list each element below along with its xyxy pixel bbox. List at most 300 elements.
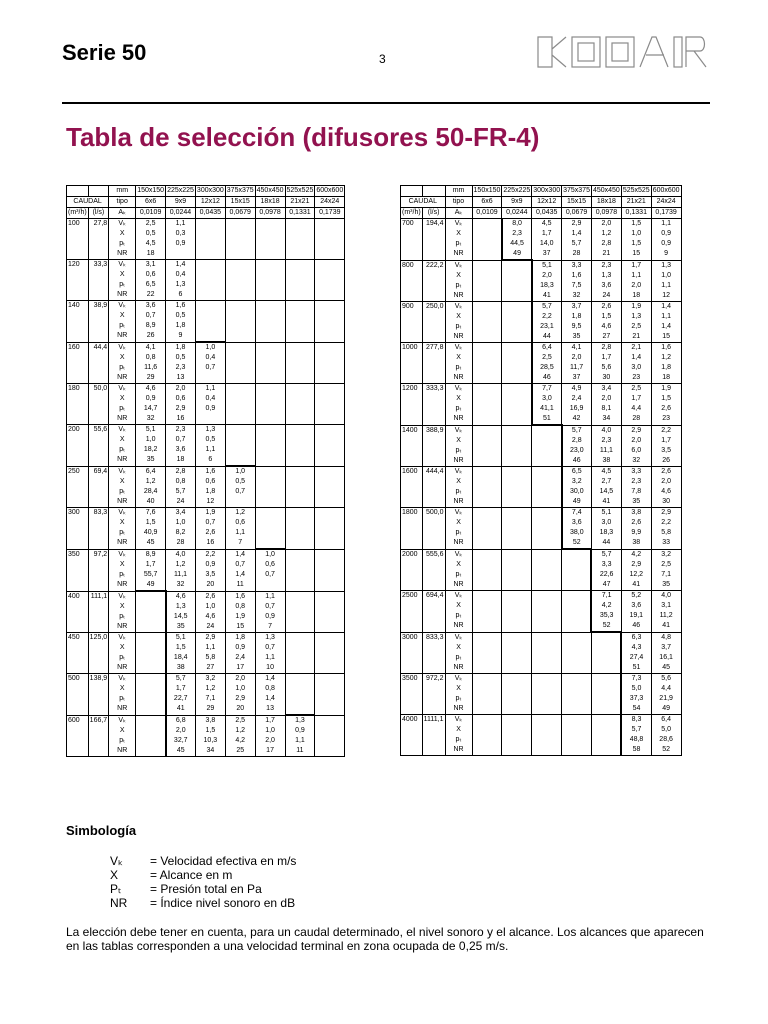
cell-value (562, 725, 592, 735)
cell-value (562, 745, 592, 756)
cell-value (255, 321, 285, 331)
flow-m3h (67, 239, 89, 249)
flow-ls (88, 280, 109, 290)
cell-value (502, 384, 532, 395)
cell-value: 18 (136, 249, 166, 260)
cell-value: 0,7 (255, 643, 285, 653)
cell-value (285, 363, 315, 373)
cell-value: 38 (166, 663, 196, 674)
cell-value: 3,1 (651, 601, 681, 611)
hdr-area: 0,0109 (472, 208, 502, 219)
cell-value: 42 (562, 414, 592, 425)
table-row (401, 528, 682, 538)
cell-value: 4,4 (651, 684, 681, 694)
cell-value (315, 518, 345, 528)
flow-m3h: 2000 (401, 549, 423, 560)
cell-value (225, 280, 255, 290)
cell-value (255, 487, 285, 497)
cell-value (472, 477, 502, 487)
cell-value: 3,7 (651, 643, 681, 653)
cell-value (502, 549, 532, 560)
flow-ls (422, 322, 445, 332)
cell-value: 1,3 (255, 633, 285, 644)
flow-ls (88, 373, 109, 384)
cell-value: 0,5 (166, 353, 196, 363)
cell-value: 0,8 (166, 477, 196, 487)
flow-ls (88, 746, 109, 757)
cell-value (315, 219, 345, 230)
param-label: Vₖ (445, 467, 472, 478)
cell-value (315, 549, 345, 560)
cell-value (315, 301, 345, 312)
flow-ls (88, 414, 109, 425)
cell-value: 0,7 (195, 518, 225, 528)
cell-value (532, 704, 562, 715)
cell-value (472, 260, 502, 271)
flow-m3h (401, 538, 423, 549)
cell-value (472, 281, 502, 291)
cell-value (502, 477, 532, 487)
flow-ls (88, 538, 109, 549)
cell-value (472, 601, 502, 611)
cell-value: 1,1 (255, 591, 285, 602)
cell-value (591, 653, 621, 663)
cell-value (315, 487, 345, 497)
cell-value: 29 (136, 373, 166, 384)
cell-value (255, 301, 285, 312)
cell-value (315, 404, 345, 414)
cell-value (285, 663, 315, 674)
cell-value: 0,3 (166, 229, 196, 239)
cell-value (502, 538, 532, 549)
cell-value: 2,9 (166, 404, 196, 414)
param-label: pₜ (109, 694, 136, 704)
cell-value (591, 694, 621, 704)
cell-value: 1,3 (591, 271, 621, 281)
cell-value (562, 674, 592, 685)
cell-value: 21 (591, 249, 621, 260)
table-row (67, 704, 345, 715)
cell-value: 5,7 (562, 239, 592, 249)
table-row (67, 653, 345, 663)
flow-m3h (67, 560, 89, 570)
cell-value: 6,4 (532, 343, 562, 354)
cell-value (285, 445, 315, 455)
flow-ls (422, 249, 445, 260)
cell-value: 41 (532, 291, 562, 302)
flow-m3h (67, 726, 89, 736)
table-row (67, 715, 345, 726)
cell-value (225, 455, 255, 466)
cell-value (532, 508, 562, 519)
flow-m3h: 160 (67, 342, 89, 353)
cell-value (285, 342, 315, 353)
flow-ls (422, 580, 445, 591)
flow-ls (88, 270, 109, 280)
cell-value (315, 239, 345, 249)
cell-value: 1,1 (285, 736, 315, 746)
cell-value: 5,8 (195, 653, 225, 663)
cell-value (502, 302, 532, 313)
table-row (67, 487, 345, 497)
param-label: Vₖ (445, 219, 472, 230)
cell-value (136, 736, 166, 746)
flow-m3h (67, 653, 89, 663)
cell-value (285, 311, 315, 321)
cell-value (472, 632, 502, 643)
cell-value: 46 (621, 621, 651, 632)
flow-m3h (67, 602, 89, 612)
flow-ls (88, 684, 109, 694)
flow-ls (88, 435, 109, 445)
cell-value: 4,0 (166, 549, 196, 560)
cell-value: 8,1 (591, 404, 621, 414)
cell-value (285, 497, 315, 508)
cell-value: 9,9 (621, 528, 651, 538)
hdr-area: 0,1331 (621, 208, 651, 219)
cell-value: 2,9 (562, 219, 592, 230)
cell-value (472, 745, 502, 756)
flow-ls (422, 456, 445, 467)
cell-value: 2,0 (166, 726, 196, 736)
hdr-tipo-value: 9x9 (502, 197, 532, 208)
table-row (401, 446, 682, 456)
cell-value (225, 353, 255, 363)
hdr-area: 0,1739 (315, 208, 345, 219)
cell-value (255, 518, 285, 528)
cell-value (502, 560, 532, 570)
table-row (401, 332, 682, 343)
cell-value: 0,9 (651, 229, 681, 239)
cell-value (225, 414, 255, 425)
param-label: Vₖ (445, 715, 472, 726)
cell-value: 1,9 (225, 612, 255, 622)
cell-value (195, 321, 225, 331)
flow-m3h (67, 249, 89, 260)
param-label: X (109, 435, 136, 445)
table-row (401, 632, 682, 643)
cell-value (285, 674, 315, 685)
cell-value (532, 621, 562, 632)
table-row (401, 487, 682, 497)
cell-value (136, 674, 166, 685)
cell-value (532, 663, 562, 674)
cell-value: 1,2 (136, 477, 166, 487)
cell-value: 4,2 (591, 601, 621, 611)
cell-value (472, 384, 502, 395)
cell-value: 2,3 (166, 425, 196, 436)
flow-m3h (401, 239, 423, 249)
cell-value: 3,8 (195, 715, 225, 726)
cell-value (285, 684, 315, 694)
table-row (67, 229, 345, 239)
hdr-size: 300x300 (532, 186, 562, 197)
cell-value: 5,7 (562, 425, 592, 436)
flow-ls (422, 663, 445, 674)
table-row (401, 249, 682, 260)
cell-value: 26 (136, 331, 166, 342)
table-row (401, 497, 682, 508)
table-row (401, 549, 682, 560)
cell-value: 1,2 (225, 726, 255, 736)
param-label: Vₖ (445, 632, 472, 643)
cell-value: 8,9 (136, 549, 166, 560)
cell-value: 3,0 (621, 363, 651, 373)
cell-value: 4,6 (136, 384, 166, 395)
flow-ls (422, 394, 445, 404)
cell-value: 32 (621, 456, 651, 467)
cell-value (255, 414, 285, 425)
hdr-tipo-value: 12x12 (532, 197, 562, 208)
hdr-m3h: (m³/h) (401, 208, 423, 219)
cell-value (472, 302, 502, 313)
table-row (401, 302, 682, 313)
cell-value: 1,9 (621, 302, 651, 313)
cell-value: 6,8 (166, 715, 196, 726)
cell-value: 4,2 (225, 736, 255, 746)
table-row (67, 445, 345, 455)
cell-value (472, 487, 502, 497)
cell-value (195, 270, 225, 280)
flow-ls: 694,4 (422, 591, 445, 602)
flow-ls (422, 363, 445, 373)
cell-value: 7,1 (591, 591, 621, 602)
cell-value: 9 (651, 249, 681, 260)
cell-value (285, 694, 315, 704)
cell-value (255, 260, 285, 271)
cell-value: 2,2 (651, 425, 681, 436)
cell-value: 3,2 (651, 549, 681, 560)
flow-ls (88, 663, 109, 674)
param-label: NR (445, 621, 472, 632)
cell-value: 1,8 (166, 342, 196, 353)
cell-value (532, 632, 562, 643)
param-label: pₜ (445, 653, 472, 663)
cell-value: 6,4 (136, 466, 166, 477)
cell-value: 49 (502, 249, 532, 260)
flow-m3h (67, 414, 89, 425)
cell-value (225, 249, 255, 260)
cell-value: 0,8 (225, 602, 255, 612)
cell-value (502, 332, 532, 343)
cell-value (315, 249, 345, 260)
flow-ls: 97,2 (88, 549, 109, 560)
cell-value (502, 446, 532, 456)
cell-value: 1,6 (166, 301, 196, 312)
cell-value: 15 (621, 249, 651, 260)
cell-value: 4,9 (562, 384, 592, 395)
table-row (401, 611, 682, 621)
cell-value: 1,4 (225, 570, 255, 580)
cell-value: 1,3 (195, 425, 225, 436)
table-row (67, 219, 345, 230)
cell-value: 2,3 (591, 260, 621, 271)
cell-value: 6 (166, 290, 196, 301)
param-label: pₜ (445, 694, 472, 704)
cell-value (532, 570, 562, 580)
table-row (67, 518, 345, 528)
flow-ls (88, 239, 109, 249)
cell-value (472, 353, 502, 363)
cell-value (195, 280, 225, 290)
cell-value (591, 674, 621, 685)
flow-ls (422, 745, 445, 756)
cell-value: 35 (621, 497, 651, 508)
cell-value (255, 229, 285, 239)
table-row (401, 684, 682, 694)
cell-value: 12,2 (621, 570, 651, 580)
cell-value (315, 663, 345, 674)
cell-value: 23 (651, 414, 681, 425)
cell-value: 1,3 (166, 280, 196, 290)
cell-value: 4,6 (591, 322, 621, 332)
cell-value: 1,0 (166, 518, 196, 528)
flow-m3h: 250 (67, 466, 89, 477)
cell-value: 16 (166, 414, 196, 425)
param-label: NR (109, 622, 136, 633)
flow-ls (88, 694, 109, 704)
cell-value: 46 (562, 456, 592, 467)
symbology-item: X = Alcance en m (110, 868, 233, 882)
cell-value (502, 735, 532, 745)
hdr-area: 0,0435 (195, 208, 225, 219)
cell-value: 2,3 (502, 229, 532, 239)
cell-value: 1,2 (591, 229, 621, 239)
cell-value: 1,0 (195, 342, 225, 353)
flow-m3h (67, 497, 89, 508)
cell-value: 2,5 (621, 322, 651, 332)
table-row (67, 508, 345, 519)
cell-value (285, 425, 315, 436)
cell-value: 5,6 (651, 674, 681, 685)
table-row (67, 353, 345, 363)
cell-value: 11 (225, 580, 255, 591)
cell-value (472, 291, 502, 302)
table-row (401, 508, 682, 519)
cell-value: 17 (225, 663, 255, 674)
cell-value (285, 321, 315, 331)
flow-m3h (401, 694, 423, 704)
cell-value: 3,6 (136, 301, 166, 312)
cell-value: 1,1 (195, 643, 225, 653)
cell-value (472, 611, 502, 621)
table-row (67, 466, 345, 477)
table-row (401, 674, 682, 685)
cell-value (285, 384, 315, 395)
table-row (401, 394, 682, 404)
param-label: NR (109, 249, 136, 260)
cell-value: 0,9 (195, 404, 225, 414)
cell-value: 11,6 (136, 363, 166, 373)
param-label: X (445, 725, 472, 735)
cell-value: 14,5 (591, 487, 621, 497)
cell-value: 37 (562, 373, 592, 384)
cell-value (472, 715, 502, 726)
param-label: NR (109, 538, 136, 549)
flow-ls: 138,9 (89, 675, 108, 682)
flow-m3h (67, 477, 89, 487)
cell-value: 3,4 (591, 384, 621, 395)
param-label: X (445, 643, 472, 653)
cell-value: 38,0 (562, 528, 592, 538)
cell-value (315, 331, 345, 342)
cell-value (502, 745, 532, 756)
hdr-size: 375x375 (225, 186, 255, 197)
param-label: X (445, 477, 472, 487)
cell-value: 1,7 (651, 436, 681, 446)
cell-value: 13 (255, 704, 285, 715)
hdr-mm: mm (109, 186, 136, 197)
cell-value: 19,1 (621, 611, 651, 621)
flow-m3h: 100 (67, 219, 89, 230)
cell-value (136, 663, 166, 674)
cell-value: 49 (651, 704, 681, 715)
cell-value: 38 (621, 538, 651, 549)
cell-value: 0,6 (136, 270, 166, 280)
table-row (67, 414, 345, 425)
flow-m3h: 1600 (401, 467, 423, 478)
cell-value: 5,7 (532, 302, 562, 313)
cell-value (225, 404, 255, 414)
cell-value: 12 (195, 497, 225, 508)
cell-value (285, 394, 315, 404)
cell-value: 1,5 (136, 518, 166, 528)
cell-value (285, 633, 315, 644)
flow-ls (422, 560, 445, 570)
flow-m3h (401, 281, 423, 291)
cell-value: 2,2 (651, 518, 681, 528)
cell-value (562, 560, 592, 570)
cell-value (255, 445, 285, 455)
flow-m3h: 140 (67, 301, 89, 312)
symbology-item: NR = Índice nivel sonoro en dB (110, 896, 296, 910)
flow-m3h (401, 271, 423, 281)
param-label: NR (445, 745, 472, 756)
table-row (401, 518, 682, 528)
flow-ls (88, 528, 109, 538)
cell-value (285, 528, 315, 538)
cell-value (472, 467, 502, 478)
cell-value (255, 404, 285, 414)
cell-value: 17 (255, 746, 285, 757)
cell-value: 1,1 (651, 281, 681, 291)
cell-value: 10,3 (195, 736, 225, 746)
cell-value (315, 363, 345, 373)
flow-ls: 166,7 (88, 715, 109, 726)
cell-value (502, 632, 532, 643)
cell-value: 2,0 (621, 281, 651, 291)
cell-value (591, 715, 621, 726)
cell-value (502, 570, 532, 580)
cell-value: 35,3 (591, 611, 621, 621)
cell-value (532, 643, 562, 653)
cell-value (285, 239, 315, 249)
flow-m3h: 600 (67, 715, 89, 726)
cell-value (472, 580, 502, 591)
param-label: pₜ (445, 281, 472, 291)
flow-ls (422, 653, 445, 663)
table-row (401, 538, 682, 549)
table-row (67, 633, 345, 644)
cell-value: 24 (591, 291, 621, 302)
cell-value (472, 332, 502, 343)
cell-value (532, 580, 562, 591)
param-label: NR (445, 704, 472, 715)
cell-value: 2,5 (532, 353, 562, 363)
cell-value: 30,0 (562, 487, 592, 497)
flow-ls (88, 643, 109, 653)
table-row (401, 456, 682, 467)
